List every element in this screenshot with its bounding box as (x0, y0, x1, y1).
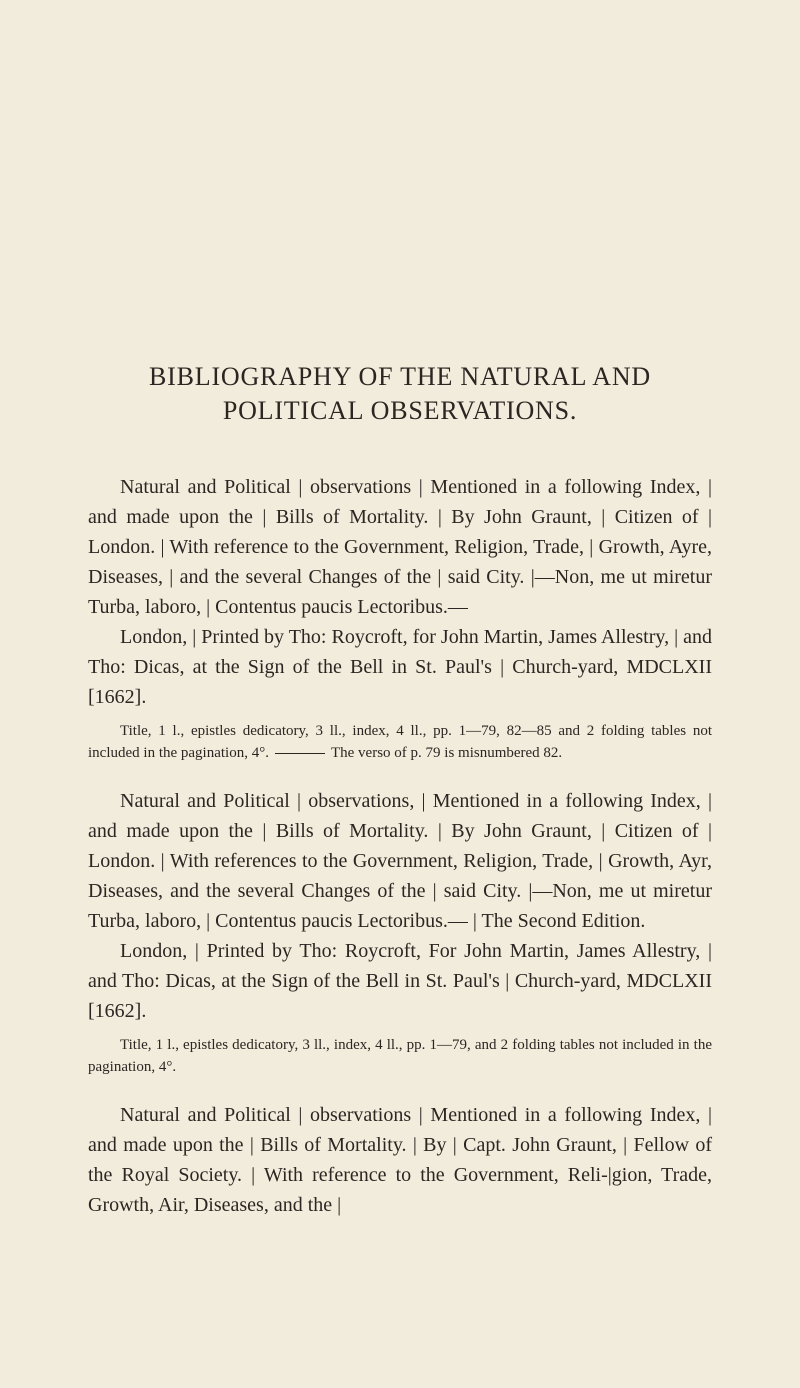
page-title (88, 360, 712, 428)
entry-title: Natural and Political | observations | Mentioned in a following Index, | and made upon the | Bills of Mortality. | By John Graunt, | Citizen of | London. | With reference to the Government, Religion, Trade, | Growth, Ayre, Diseases, | and the several Changes of the | said City. |—Non, me ut miretur Turba, laboro, | Contentus paucis Lectoribus.— (88, 476, 712, 618)
collation-note: The verso of p. 79 is misnumbered 82. (330, 745, 563, 761)
bibliography-entry-2 (88, 786, 712, 1078)
entry-collation (88, 720, 712, 764)
bibliography-entry-1 (88, 472, 712, 764)
entry-title: Natural and Political | observations, | Mentioned in a following Index, | and made upon the | Bills of Mortality. | By John Graunt, | Citizen of | London. | With references to the Government, Religion, Trade, | Growth, Ayr, Diseases, and the several Changes of the | said City. |—Non, me ut miretur Turba, laboro, | Contentus paucis Lectoribus.— | The Second Edition. (88, 790, 712, 932)
page-title-line-1: BIBLIOGRAPHY OF THE NATURAL AND (149, 362, 651, 391)
collation-text: Title, 1 l., epistles dedicatory, 3 ll., index, 4 ll., pp. 1—79, 82—85 and 2 folding tables not included in the pagination, 4°. (88, 723, 712, 761)
dash-rule (275, 753, 325, 754)
entry-imprint: London, | Printed by Tho: Roycroft, For John Martin, James Allestry, | and Tho: Dicas, at the Sign of the Bell in St. Paul's | Church-yard, MDCLXII [1662]. (88, 940, 712, 1022)
entry-title: Natural and Political | observations | Mentioned in a following Index, | and made upon the | Bills of Mortality. | By | Capt. John Graunt, | Fellow of the Royal Society. | With reference to the Government, Reli-|gion, Trade, Growth, Air, Diseases, and the | (88, 1104, 712, 1216)
entry-imprint: London, | Printed by Tho: Roycroft, for John Martin, James Allestry, | and Tho: Dicas, at the Sign of the Bell in St. Paul's | Church-yard, MDCLXII [1662]. (88, 626, 712, 708)
bibliography-entry-3 (88, 1100, 712, 1220)
page-title-line-2: POLITICAL OBSERVATIONS. (222, 396, 578, 425)
entry-collation: Title, 1 l., epistles dedicatory, 3 ll., index, 4 ll., pp. 1—79, and 2 folding tables not included in the pagination, 4°. (88, 1037, 712, 1075)
